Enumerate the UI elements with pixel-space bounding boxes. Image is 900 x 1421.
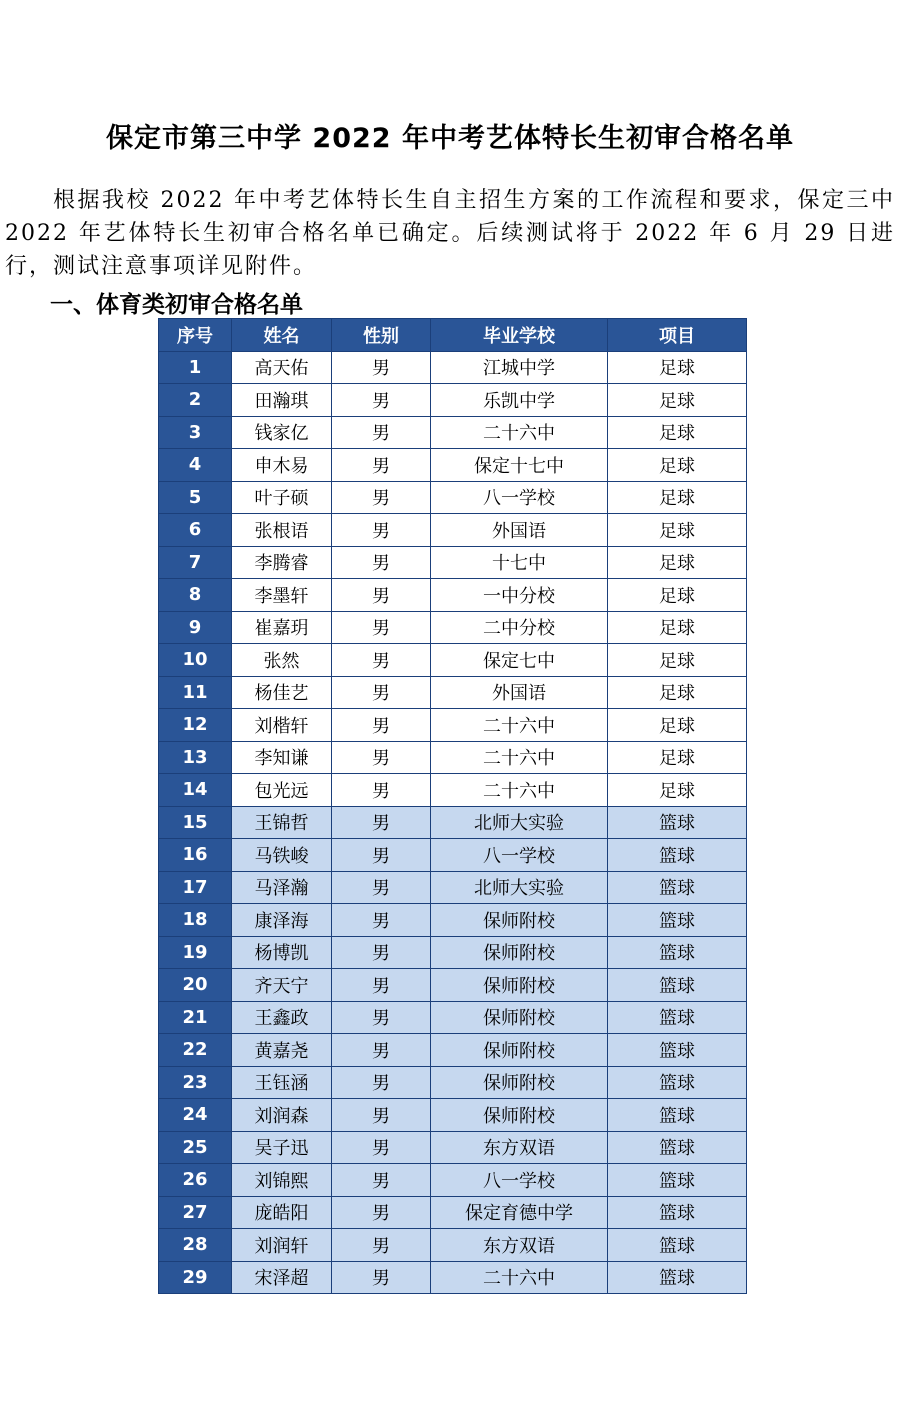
table-row xyxy=(159,1066,747,1099)
qualified-list-table xyxy=(158,318,747,1294)
cell-sport: 足球 xyxy=(608,741,747,774)
cell-sport: 足球 xyxy=(608,384,747,417)
cell-name: 李腾睿 xyxy=(232,546,332,579)
cell-seq: 5 xyxy=(159,481,232,514)
cell-sport: 篮球 xyxy=(608,1229,747,1262)
cell-school: 保定十七中 xyxy=(431,449,608,482)
cell-name: 李知谦 xyxy=(232,741,332,774)
cell-sport: 足球 xyxy=(608,709,747,742)
cell-name: 包光远 xyxy=(232,774,332,807)
cell-sport: 篮球 xyxy=(608,1099,747,1132)
cell-school: 保定七中 xyxy=(431,644,608,677)
cell-gender: 男 xyxy=(332,1261,431,1294)
cell-sport: 足球 xyxy=(608,351,747,384)
cell-name: 宋泽超 xyxy=(232,1261,332,1294)
table-row xyxy=(159,1261,747,1294)
table-row xyxy=(159,1099,747,1132)
cell-school: 保师附校 xyxy=(431,936,608,969)
cell-seq: 23 xyxy=(159,1066,232,1099)
cell-name: 叶子硕 xyxy=(232,481,332,514)
table-header-row xyxy=(159,319,747,352)
table-row xyxy=(159,1131,747,1164)
cell-seq: 11 xyxy=(159,676,232,709)
section-heading: 一、体育类初审合格名单 xyxy=(50,292,303,318)
document-title: 保定市第三中学 2022 年中考艺体特长生初审合格名单 xyxy=(106,123,794,154)
cell-name: 杨佳艺 xyxy=(232,676,332,709)
cell-sport: 篮球 xyxy=(608,1261,747,1294)
cell-school: 外国语 xyxy=(431,676,608,709)
cell-school: 保定育德中学 xyxy=(431,1196,608,1229)
cell-gender: 男 xyxy=(332,1131,431,1164)
cell-school: 十七中 xyxy=(431,546,608,579)
cell-gender: 男 xyxy=(332,936,431,969)
cell-gender: 男 xyxy=(332,514,431,547)
cell-seq: 14 xyxy=(159,774,232,807)
cell-name: 庞皓阳 xyxy=(232,1196,332,1229)
cell-sport: 篮球 xyxy=(608,1196,747,1229)
cell-school: 外国语 xyxy=(431,514,608,547)
intro-paragraph: 根据我校 2022 年中考艺体特长生自主招生方案的工作流程和要求，保定三中 2022 年艺体特长生初审合格名单已确定。后续测试将于 2022 年 6 月 29 日进行，测试注意事项详见附件。 xyxy=(5,188,895,279)
cell-school: 二十六中 xyxy=(431,774,608,807)
cell-seq: 4 xyxy=(159,449,232,482)
cell-gender: 男 xyxy=(332,774,431,807)
cell-gender: 男 xyxy=(332,969,431,1002)
cell-seq: 7 xyxy=(159,546,232,579)
cell-name: 王鑫政 xyxy=(232,1001,332,1034)
cell-name: 张然 xyxy=(232,644,332,677)
table-row xyxy=(159,969,747,1002)
cell-seq: 19 xyxy=(159,936,232,969)
cell-name: 刘楷轩 xyxy=(232,709,332,742)
cell-school: 保师附校 xyxy=(431,1034,608,1067)
cell-seq: 18 xyxy=(159,904,232,937)
cell-gender: 男 xyxy=(332,709,431,742)
cell-gender: 男 xyxy=(332,384,431,417)
cell-seq: 22 xyxy=(159,1034,232,1067)
cell-name: 齐天宁 xyxy=(232,969,332,1002)
cell-seq: 2 xyxy=(159,384,232,417)
table-row xyxy=(159,416,747,449)
cell-name: 黄嘉尧 xyxy=(232,1034,332,1067)
cell-seq: 27 xyxy=(159,1196,232,1229)
cell-name: 高天佑 xyxy=(232,351,332,384)
cell-sport: 足球 xyxy=(608,676,747,709)
cell-school: 保师附校 xyxy=(431,1099,608,1132)
cell-seq: 3 xyxy=(159,416,232,449)
table-row xyxy=(159,1034,747,1067)
header-school: 毕业学校 xyxy=(431,319,608,352)
cell-sport: 足球 xyxy=(608,481,747,514)
cell-name: 马铁峻 xyxy=(232,839,332,872)
cell-name: 田瀚琪 xyxy=(232,384,332,417)
cell-seq: 10 xyxy=(159,644,232,677)
cell-gender: 男 xyxy=(332,1196,431,1229)
table-row xyxy=(159,676,747,709)
cell-gender: 男 xyxy=(332,904,431,937)
table-row xyxy=(159,871,747,904)
table-row xyxy=(159,481,747,514)
cell-seq: 13 xyxy=(159,741,232,774)
table-row xyxy=(159,904,747,937)
cell-seq: 28 xyxy=(159,1229,232,1262)
cell-school: 江城中学 xyxy=(431,351,608,384)
table-row xyxy=(159,1229,747,1262)
cell-name: 杨博凯 xyxy=(232,936,332,969)
cell-school: 保师附校 xyxy=(431,969,608,1002)
cell-sport: 篮球 xyxy=(608,871,747,904)
header-sport: 项目 xyxy=(608,319,747,352)
cell-gender: 男 xyxy=(332,416,431,449)
cell-sport: 足球 xyxy=(608,579,747,612)
cell-sport: 足球 xyxy=(608,644,747,677)
cell-name: 李墨轩 xyxy=(232,579,332,612)
cell-seq: 24 xyxy=(159,1099,232,1132)
cell-sport: 篮球 xyxy=(608,1164,747,1197)
cell-school: 乐凯中学 xyxy=(431,384,608,417)
cell-sport: 篮球 xyxy=(608,936,747,969)
cell-sport: 篮球 xyxy=(608,1001,747,1034)
table-row xyxy=(159,774,747,807)
table-row xyxy=(159,1164,747,1197)
cell-seq: 8 xyxy=(159,579,232,612)
cell-gender: 男 xyxy=(332,1066,431,1099)
cell-sport: 足球 xyxy=(608,416,747,449)
cell-school: 二十六中 xyxy=(431,416,608,449)
cell-school: 八一学校 xyxy=(431,839,608,872)
cell-sport: 足球 xyxy=(608,611,747,644)
cell-gender: 男 xyxy=(332,644,431,677)
cell-seq: 15 xyxy=(159,806,232,839)
cell-gender: 男 xyxy=(332,611,431,644)
table-row xyxy=(159,611,747,644)
cell-sport: 篮球 xyxy=(608,1131,747,1164)
table-row xyxy=(159,806,747,839)
cell-school: 北师大实验 xyxy=(431,871,608,904)
cell-seq: 29 xyxy=(159,1261,232,1294)
cell-sport: 足球 xyxy=(608,546,747,579)
cell-seq: 12 xyxy=(159,709,232,742)
cell-sport: 篮球 xyxy=(608,969,747,1002)
cell-school: 二十六中 xyxy=(431,1261,608,1294)
cell-gender: 男 xyxy=(332,839,431,872)
cell-school: 东方双语 xyxy=(431,1131,608,1164)
cell-school: 二中分校 xyxy=(431,611,608,644)
cell-gender: 男 xyxy=(332,1099,431,1132)
cell-seq: 6 xyxy=(159,514,232,547)
cell-gender: 男 xyxy=(332,806,431,839)
cell-gender: 男 xyxy=(332,676,431,709)
header-gender: 性别 xyxy=(332,319,431,352)
cell-sport: 足球 xyxy=(608,774,747,807)
cell-name: 吴子迅 xyxy=(232,1131,332,1164)
cell-seq: 21 xyxy=(159,1001,232,1034)
table-row xyxy=(159,709,747,742)
cell-school: 北师大实验 xyxy=(431,806,608,839)
cell-gender: 男 xyxy=(332,481,431,514)
cell-sport: 篮球 xyxy=(608,1066,747,1099)
cell-name: 马泽瀚 xyxy=(232,871,332,904)
cell-gender: 男 xyxy=(332,871,431,904)
cell-name: 王锦哲 xyxy=(232,806,332,839)
table-row xyxy=(159,579,747,612)
cell-gender: 男 xyxy=(332,449,431,482)
cell-seq: 16 xyxy=(159,839,232,872)
table-body xyxy=(159,351,747,1294)
cell-school: 八一学校 xyxy=(431,1164,608,1197)
cell-seq: 26 xyxy=(159,1164,232,1197)
cell-name: 刘润轩 xyxy=(232,1229,332,1262)
cell-gender: 男 xyxy=(332,351,431,384)
table-row xyxy=(159,384,747,417)
cell-seq: 17 xyxy=(159,871,232,904)
cell-seq: 1 xyxy=(159,351,232,384)
table-row xyxy=(159,351,747,384)
cell-name: 刘锦熙 xyxy=(232,1164,332,1197)
cell-sport: 篮球 xyxy=(608,904,747,937)
cell-sport: 篮球 xyxy=(608,839,747,872)
cell-name: 王钰涵 xyxy=(232,1066,332,1099)
cell-gender: 男 xyxy=(332,1164,431,1197)
header-name: 姓名 xyxy=(232,319,332,352)
cell-seq: 25 xyxy=(159,1131,232,1164)
cell-name: 康泽海 xyxy=(232,904,332,937)
cell-gender: 男 xyxy=(332,741,431,774)
cell-name: 刘润森 xyxy=(232,1099,332,1132)
cell-gender: 男 xyxy=(332,546,431,579)
table-row xyxy=(159,839,747,872)
cell-school: 保师附校 xyxy=(431,1066,608,1099)
cell-sport: 篮球 xyxy=(608,1034,747,1067)
cell-sport: 篮球 xyxy=(608,806,747,839)
table-row xyxy=(159,1196,747,1229)
table-row xyxy=(159,514,747,547)
cell-school: 二十六中 xyxy=(431,709,608,742)
cell-seq: 20 xyxy=(159,969,232,1002)
cell-sport: 足球 xyxy=(608,514,747,547)
header-seq: 序号 xyxy=(159,319,232,352)
cell-name: 崔嘉玥 xyxy=(232,611,332,644)
cell-gender: 男 xyxy=(332,1034,431,1067)
cell-name: 张根语 xyxy=(232,514,332,547)
cell-gender: 男 xyxy=(332,579,431,612)
cell-seq: 9 xyxy=(159,611,232,644)
cell-school: 八一学校 xyxy=(431,481,608,514)
cell-school: 东方双语 xyxy=(431,1229,608,1262)
cell-gender: 男 xyxy=(332,1229,431,1262)
table-row xyxy=(159,741,747,774)
cell-sport: 足球 xyxy=(608,449,747,482)
cell-name: 申木易 xyxy=(232,449,332,482)
cell-school: 二十六中 xyxy=(431,741,608,774)
cell-name: 钱家亿 xyxy=(232,416,332,449)
cell-school: 保师附校 xyxy=(431,1001,608,1034)
table-row xyxy=(159,449,747,482)
cell-school: 保师附校 xyxy=(431,904,608,937)
table-row xyxy=(159,546,747,579)
table-row xyxy=(159,936,747,969)
table-row xyxy=(159,644,747,677)
cell-gender: 男 xyxy=(332,1001,431,1034)
cell-school: 一中分校 xyxy=(431,579,608,612)
table-row xyxy=(159,1001,747,1034)
